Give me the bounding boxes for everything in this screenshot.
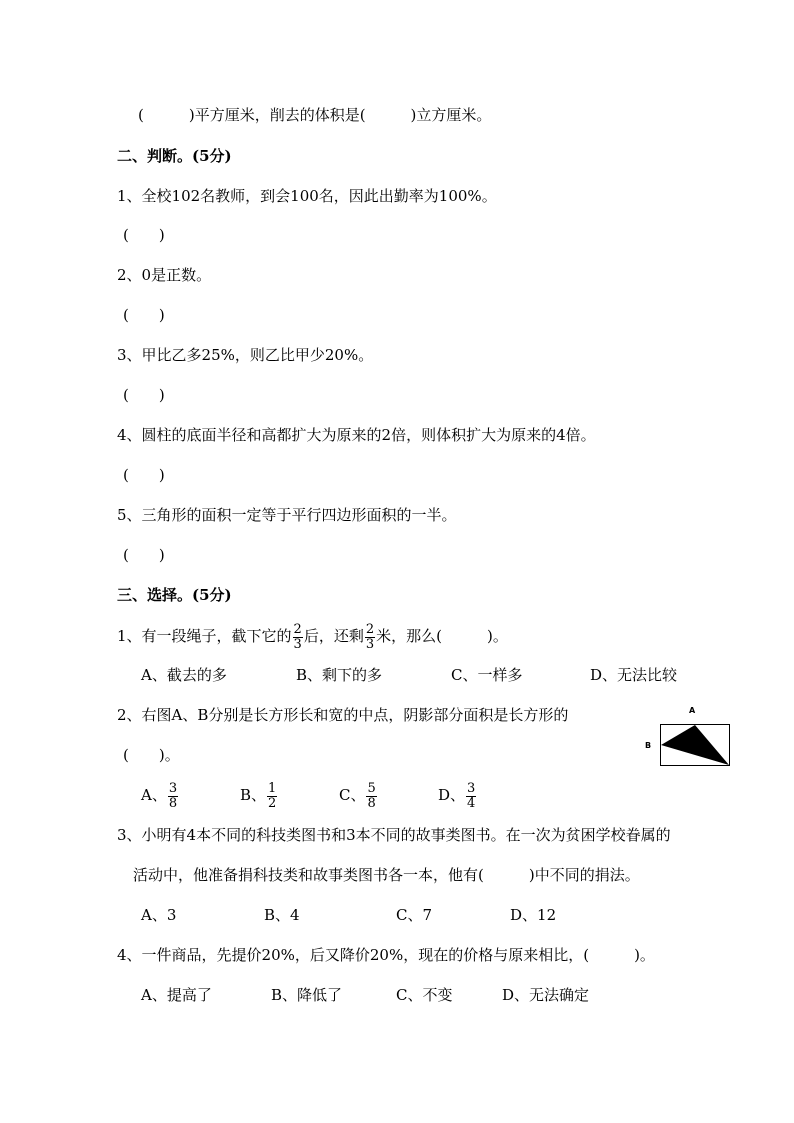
judge-answer-blank-4[interactable]: ( ) <box>123 466 165 484</box>
choice-q2-blank[interactable]: ( )。 <box>123 746 180 764</box>
choice-q2-option-b[interactable]: B、 $\frac{1}{2}$ <box>240 780 277 811</box>
choice-question-2: 2、右图A、B分别是长方形长和宽的中点，阴影部分面积是长方形的 <box>117 706 569 724</box>
choice-q1-part1: 1、有一段绳子，截下它的 <box>117 627 292 645</box>
section-3-title: 三、选择。(5分) <box>117 586 232 604</box>
fraction: $\frac{2}{3}$ <box>365 621 375 652</box>
fraction: $\frac{2}{3}$ <box>293 621 302 652</box>
choice-q2-option-c[interactable]: C、 $\frac{5}{8}$ <box>339 780 376 811</box>
choice-q3-option-b[interactable]: B、4 <box>264 906 300 924</box>
choice-q4-option-b[interactable]: B、降低了 <box>271 986 343 1004</box>
choice-question-1 <box>117 622 508 652</box>
figure-label-b: B <box>645 741 652 750</box>
rectangle-shaded-triangle-figure <box>660 724 730 766</box>
judge-question-3: 3、甲比乙多25%，则乙比甲少20%。 <box>117 346 374 364</box>
choice-q2-option-a[interactable]: A、 $\frac{3}{8}$ <box>141 780 178 811</box>
choice-question-3-line-2: 活动中，他准备捐科技类和故事类图书各一本，他有( )中不同的捐法。 <box>133 866 640 884</box>
choice-question-3-line-1: 3、小明有4本不同的科技类图书和3本不同的故事类图书。在一次为贫困学校眷属的 <box>117 826 671 844</box>
choice-q3-option-d[interactable]: D、12 <box>510 906 557 924</box>
judge-question-1: 1、全校102名教师，到会100名，因此出勤率为100%。 <box>117 187 497 205</box>
choice-question-4: 4、一件商品，先提价20%，后又降价20%，现在的价格与原来相比，( )。 <box>117 946 655 964</box>
fraction: $\frac{3}{8}$ <box>168 780 178 811</box>
fraction: $\frac{5}{8}$ <box>367 780 376 811</box>
choice-q1-option-d[interactable]: D、无法比较 <box>590 666 678 684</box>
choice-q4-option-d[interactable]: D、无法确定 <box>502 986 590 1004</box>
choice-q3-option-c[interactable]: C、7 <box>396 906 433 924</box>
top-line: ( )平方厘米，削去的体积是( )立方厘米。 <box>138 106 492 124</box>
choice-q4-option-a[interactable]: A、提高了 <box>141 986 212 1004</box>
fraction: $\frac{1}{2}$ <box>268 780 277 811</box>
choice-q1-part3: 米，那么( )。 <box>376 627 508 645</box>
choice-q1-option-a[interactable]: A、截去的多 <box>141 666 227 684</box>
fraction: $\frac{3}{4}$ <box>467 780 476 811</box>
judge-answer-blank-2[interactable]: ( ) <box>123 306 165 324</box>
section-2-title: 二、判断。(5分) <box>117 147 232 165</box>
judge-question-5: 5、三角形的面积一定等于平行四边形面积的一半。 <box>117 506 457 524</box>
choice-q4-option-c[interactable]: C、不变 <box>396 986 453 1004</box>
judge-question-2: 2、0是正数。 <box>117 266 212 284</box>
judge-answer-blank-3[interactable]: ( ) <box>123 386 165 404</box>
choice-q2-option-d[interactable]: D、 $\frac{3}{4}$ <box>438 780 476 811</box>
figure-label-a: A <box>689 706 696 715</box>
choice-q1-part2: 后，还剩 <box>303 627 364 645</box>
judge-answer-blank-5[interactable]: ( ) <box>123 546 165 564</box>
choice-q3-option-a[interactable]: A、3 <box>141 906 177 924</box>
choice-q1-option-c[interactable]: C、一样多 <box>451 666 523 684</box>
judge-question-4: 4、圆柱的底面半径和高都扩大为原来的2倍，则体积扩大为原来的4倍。 <box>117 426 596 444</box>
judge-answer-blank-1[interactable]: ( ) <box>123 226 165 244</box>
choice-q1-option-b[interactable]: B、剩下的多 <box>296 666 383 684</box>
